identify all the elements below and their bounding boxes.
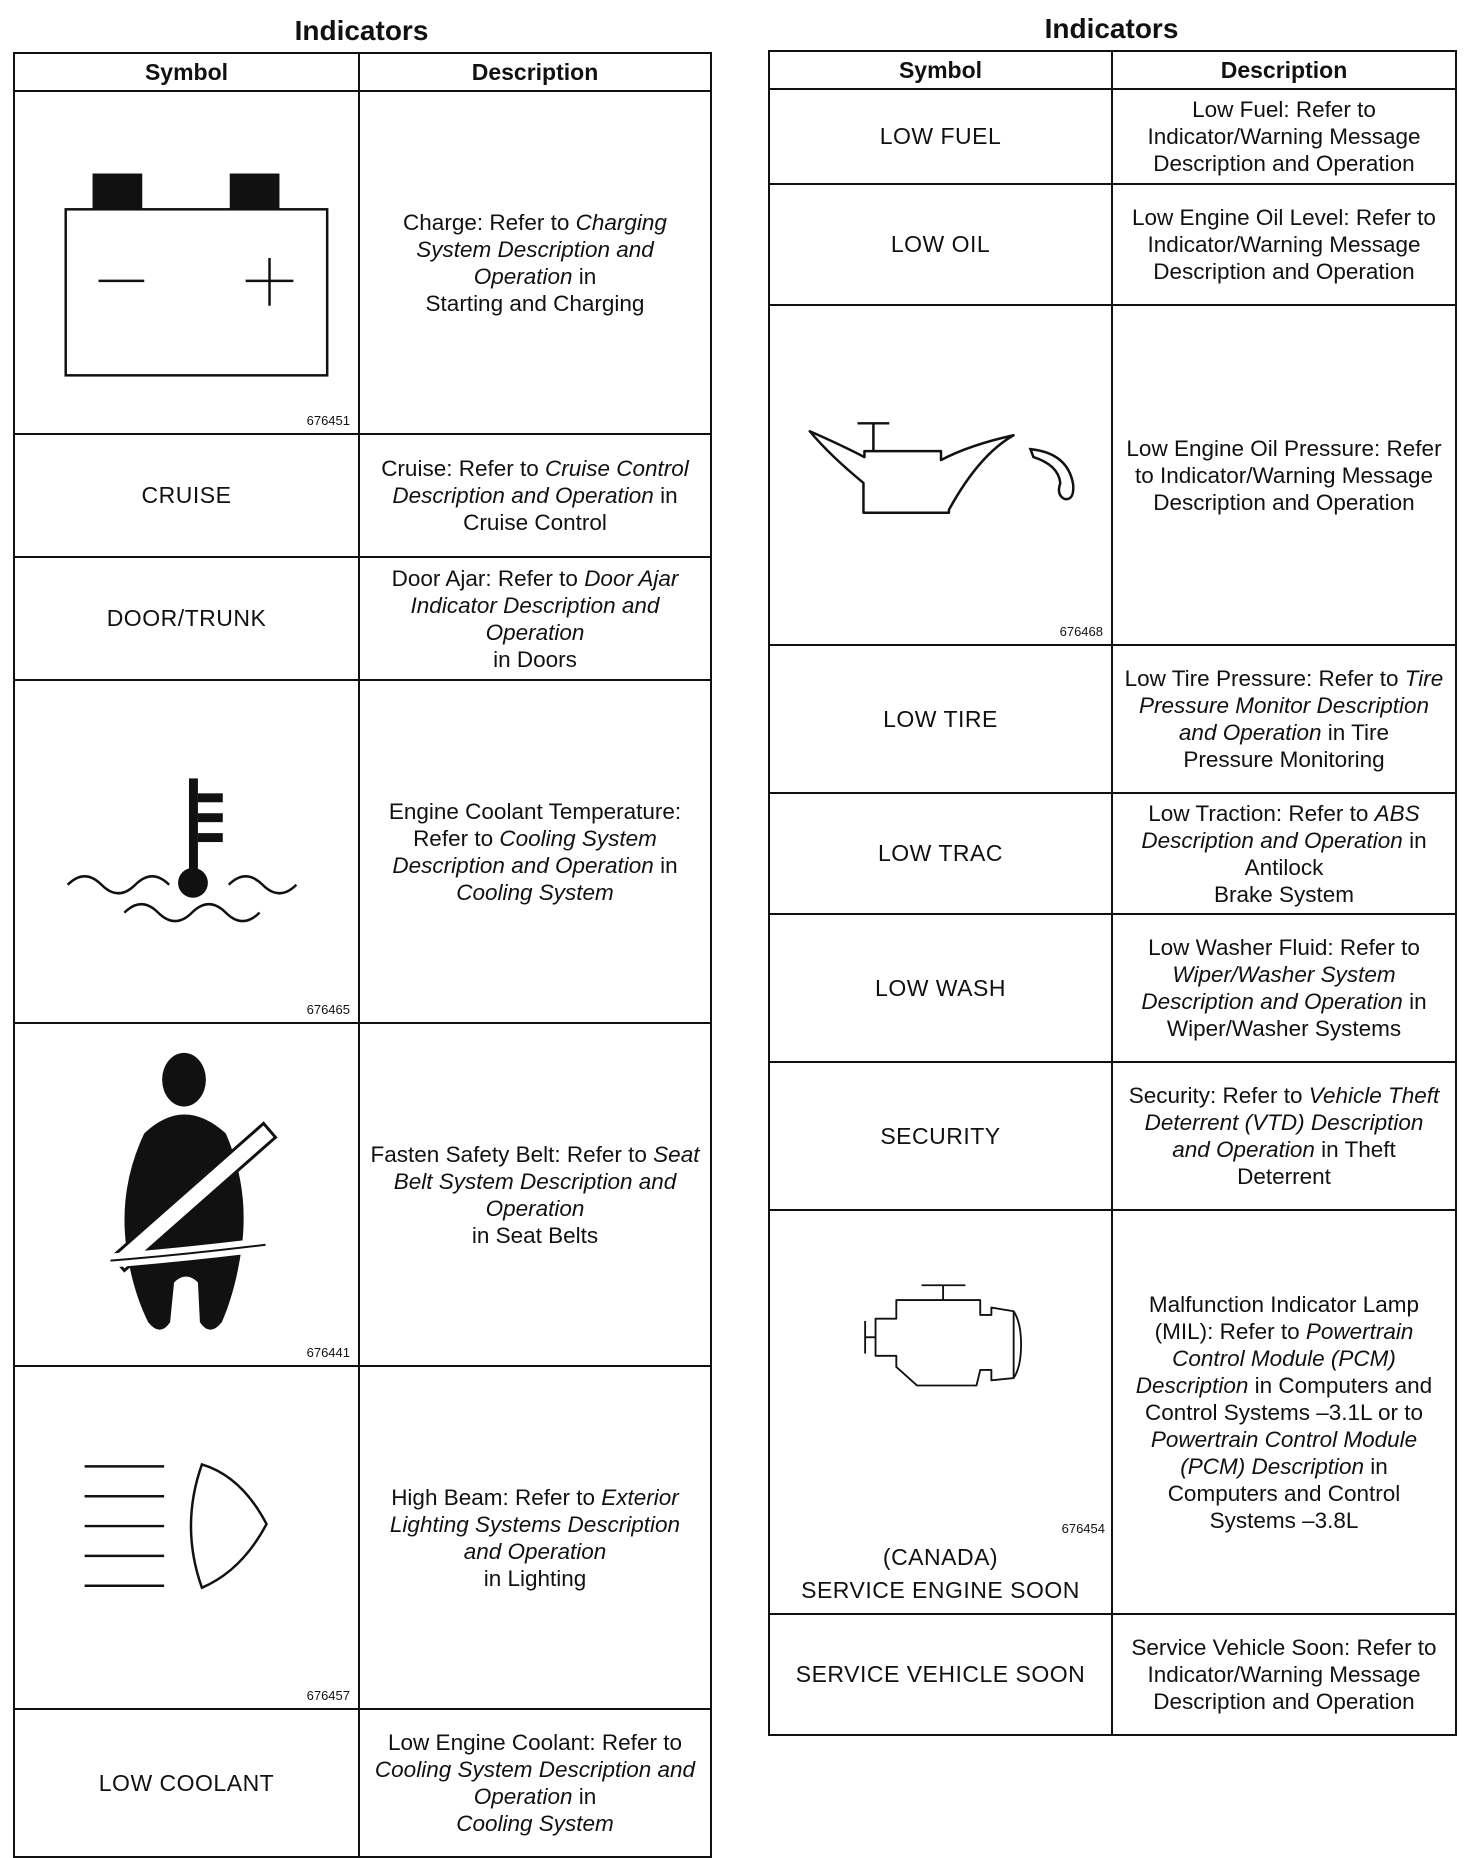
table-row xyxy=(14,91,711,434)
symbol-cell xyxy=(769,305,1112,645)
left-panel-title: Indicators xyxy=(294,15,429,46)
table-row xyxy=(769,793,1456,914)
description-cell: Security: Refer to Vehicle Theft Deterrent (VTD) Description and Operation in Theft Deterrent xyxy=(1112,1062,1456,1210)
table-row xyxy=(769,1210,1456,1614)
table-row xyxy=(14,557,711,680)
symbol-cell xyxy=(769,1210,1112,1614)
symbol-header: Symbol xyxy=(14,53,359,91)
symbol-cell: LOW FUEL xyxy=(769,89,1112,184)
symbol-cell: SECURITY xyxy=(769,1062,1112,1210)
description-cell: Low Fuel: Refer to Indicator/Warning Message Description and Operation xyxy=(1112,89,1456,184)
figure-code: 676451 xyxy=(306,413,350,428)
description-cell: Service Vehicle Soon: Refer to Indicator/Warning Message Description and Operation xyxy=(1112,1614,1456,1735)
table-header-row xyxy=(14,53,711,91)
table-row xyxy=(769,184,1456,305)
table-row xyxy=(14,680,711,1023)
service-engine-soon-label: SERVICE ENGINE SOON xyxy=(801,1577,1080,1603)
description-header: Description xyxy=(359,53,711,91)
description-cell: Malfunction Indicator Lamp (MIL): Refer to Powertrain Control Module (PCM) Description in Computers and Control Systems –3.1L or to Powertrain Control Module (PCM) Description in Computers and Control Systems –3.8L xyxy=(1112,1210,1456,1614)
left-indicators-panel xyxy=(13,10,710,1858)
table-row xyxy=(769,1062,1456,1210)
symbol-cell: SERVICE VEHICLE SOON xyxy=(769,1614,1112,1735)
figure-code: 676454 xyxy=(1061,1521,1105,1536)
description-cell: Engine Coolant Temperature: Refer to Cooling System Description and Operation in Cooling System xyxy=(359,680,711,1023)
table-row xyxy=(14,1709,711,1857)
table-row xyxy=(769,305,1456,645)
right-panel-title: Indicators xyxy=(1044,13,1179,44)
right-indicators-table xyxy=(768,50,1457,1736)
figure-code: 676465 xyxy=(306,1002,350,1017)
right-indicators-panel xyxy=(768,8,1455,1736)
table-row xyxy=(769,645,1456,793)
figure-code: 676441 xyxy=(306,1345,350,1360)
symbol-cell: CRUISE xyxy=(14,434,359,557)
description-cell: Charge: Refer to Charging System Description and Operation in Starting and Charging xyxy=(359,91,711,434)
description-header: Description xyxy=(1112,51,1456,89)
description-cell: Low Engine Coolant: Refer to Cooling System Description and Operation in Cooling System xyxy=(359,1709,711,1857)
figure-code: 676457 xyxy=(306,1688,350,1703)
high-beam-icon xyxy=(15,1367,358,1708)
table-row xyxy=(14,1366,711,1709)
seat-belt-icon xyxy=(15,1024,358,1365)
description-cell: Low Tire Pressure: Refer to Tire Pressure Monitor Description and Operation in Tire Pressure Monitoring xyxy=(1112,645,1456,793)
symbol-cell: DOOR/TRUNK xyxy=(14,557,359,680)
description-cell: Low Engine Oil Level: Refer to Indicator/Warning Message Description and Operation xyxy=(1112,184,1456,305)
symbol-cell xyxy=(14,680,359,1023)
figure-code: 676468 xyxy=(1059,624,1103,639)
symbol-cell: LOW OIL xyxy=(769,184,1112,305)
symbol-header: Symbol xyxy=(769,51,1112,89)
table-row xyxy=(769,914,1456,1062)
oil-can-icon xyxy=(770,306,1111,644)
symbol-cell xyxy=(14,91,359,434)
table-row xyxy=(14,434,711,557)
description-cell: Low Engine Oil Pressure: Refer to Indicator/Warning Message Description and Operation xyxy=(1112,305,1456,645)
table-row xyxy=(769,1614,1456,1735)
symbol-cell: LOW COOLANT xyxy=(14,1709,359,1857)
symbol-cell: LOW WASH xyxy=(769,914,1112,1062)
symbol-cell: LOW TIRE xyxy=(769,645,1112,793)
table-row xyxy=(769,89,1456,184)
engine-icon xyxy=(770,1211,1111,1511)
description-cell: Fasten Safety Belt: Refer to Seat Belt System Description and Operation in Seat Belts xyxy=(359,1023,711,1366)
coolant-temperature-icon xyxy=(15,681,358,1022)
description-cell: Low Washer Fluid: Refer to Wiper/Washer System Description and Operation in Wiper/Washer Systems xyxy=(1112,914,1456,1062)
description-cell: Cruise: Refer to Cruise Control Description and Operation in Cruise Control xyxy=(359,434,711,557)
symbol-cell xyxy=(14,1366,359,1709)
symbol-cell: LOW TRAC xyxy=(769,793,1112,914)
description-cell: Door Ajar: Refer to Door Ajar Indicator Description and Operation in Doors xyxy=(359,557,711,680)
table-row xyxy=(14,1023,711,1366)
left-indicators-table xyxy=(13,52,712,1858)
symbol-cell xyxy=(14,1023,359,1366)
canada-label: (CANADA) xyxy=(882,1544,999,1570)
description-cell: High Beam: Refer to Exterior Lighting Systems Description and Operation in Lighting xyxy=(359,1366,711,1709)
description-cell: Low Traction: Refer to ABS Description and Operation in Antilock Brake System xyxy=(1112,793,1456,914)
battery-icon xyxy=(15,92,358,433)
table-header-row xyxy=(769,51,1456,89)
